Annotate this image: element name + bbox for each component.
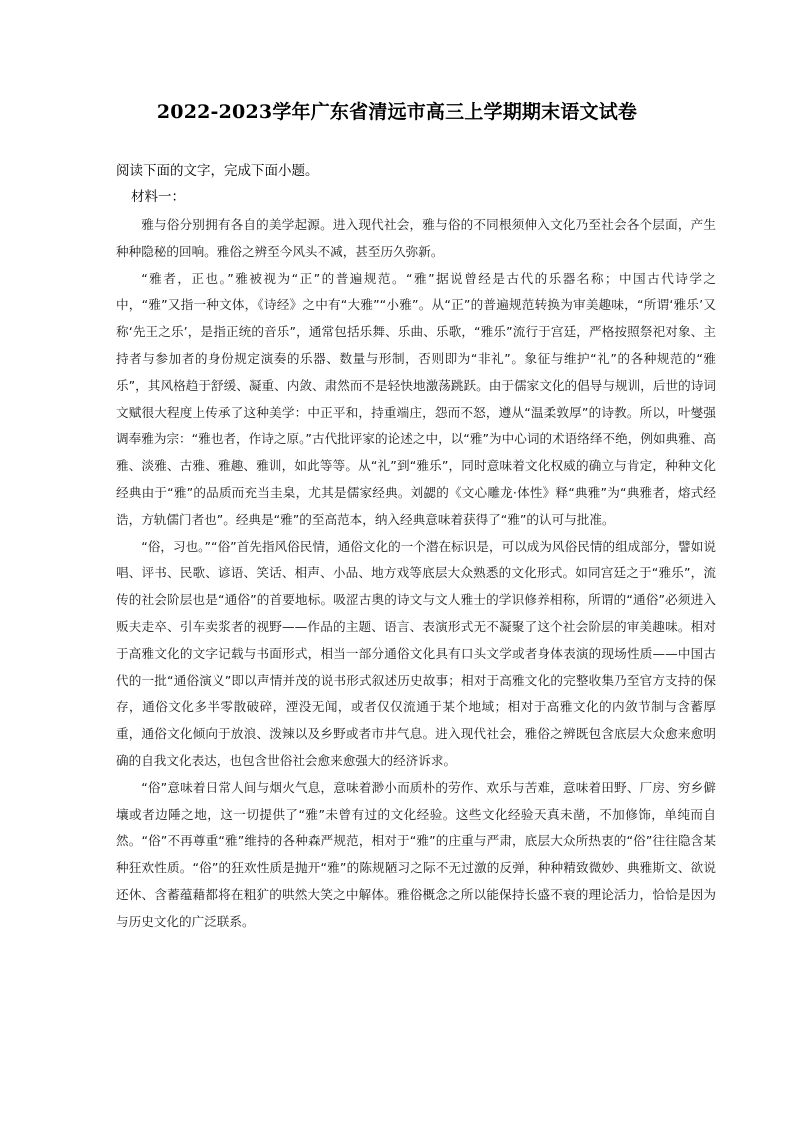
document-title: 2022-2023学年广东省清远市高三上学期期末语文试卷 <box>156 101 638 123</box>
material-label: 材料一： <box>131 189 185 205</box>
article-body <box>116 212 716 936</box>
reading-instruction: 阅读下面的文字，完成下面小题。 <box>116 163 319 179</box>
paragraph-3: “俗，习也。”“俗”首先指风俗民情，通俗文化的一个潜在标识是，可以成为风俗民情的组成部分，譬如说唱、评书、民歌、谚语、笑话、相声、小品、地方戏等底层大众熟悉的文化形式。如同宫廷之于“雅乐”，流传的社会阶层也是“通俗”的首要地标。吸涩古奥的诗文与文人雅士的学识修养相称，所谓的“通俗”必须进入贩夫走卒、引车卖浆者的视野——作品的主题、语言、表演形式无不凝聚了这个社会阶层的审美趣味。相对于高雅文化的文字记载与书面形式，相当一部分通俗文化具有口头文学或者身体表演的现场性质——中国古代的一批“通俗演义”即以声情并茂的说书形式叙述历史故事；相对于高雅文化的完整收集乃至官方支持的保存，通俗文化多半零散破碎，湮没无闻，或者仅仅流通于某个地域；相对于高雅文化的内敛节制与含蓄厚重，通俗文化倾向于放浪、泼辣以及乡野或者市井气息。进入现代社会，雅俗之辨既包含底层大众愈来愈明确的自我文化表达，也包含世俗社会愈来愈强大的经济诉求。 <box>116 538 716 768</box>
paragraph-2: “雅者，正也。”雅被视为“正”的普遍规范。“雅”据说曾经是古代的乐器名称；中国古代诗学之中，“雅”又指一种文体，《诗经》之中有“大雅”“小雅”。从“正”的普遍规范转换为审美趣味，“所谓‘雅乐’又称‘先王之乐’，是指正统的音乐”，通常包括乐舞、乐曲、乐歌，“雅乐”流行于宫廷，严格按照祭祀对象、主持者与参加者的身份规定演奏的乐器、数量与形制，否则即为“非礼”。象征与维护“礼”的各种规范的“雅乐”，其风格趋于舒缓、凝重、内敛、肃然而不是轻快地激荡跳跃。由于儒家文化的倡导与规训，后世的诗词文赋很大程度上传承了这种美学：中正平和，持重端庄，怨而不怒，遵从“温柔敦厚”的诗教。所以，叶燮强调奉雅为宗：“雅也者，作诗之原。”古代批评家的论述之中，以“雅”为中心词的术语络绎不绝，例如典雅、高雅、淡雅、古雅、雅趣、雅训，如此等等。从“礼”到“雅乐”，同时意味着文化权威的确立与肯定，种种文化经典由于“雅”的品质而充当圭臬，尤其是儒家经典。刘勰的《文心雕龙·体性》释“典雅”为“典雅者，熔式经诰，方轨儒门者也”。经典是“雅”的至高范本，纳入经典意味着获得了“雅”的认可与批准。 <box>116 270 716 527</box>
paragraph-1: 雅与俗分别拥有各自的美学起源。进入现代社会，雅与俗的不同根须伸入文化乃至社会各个层面，产生种种隐秘的回响。雅俗之辨至今风头不减，甚至历久弥新。 <box>116 217 716 259</box>
paragraph-4: “俗”意味着日常人间与烟火气息，意味着渺小而质朴的劳作、欢乐与苦难，意味着田野、厂房、穷乡僻壤或者边陲之地，这一切提供了“雅”未曾有过的文化经验。这些文化经验天真未凿，不加修饰，单纯而自然。“俗”不再尊重“雅”维持的各种森严规范，相对于“雅”的庄重与严肃，底层大众所热衷的“俗”往往隐含某种狂欢性质。“俗”的狂欢性质是抛开“雅”的陈规陋习之际不无过激的反弹，种种精致微妙、典雅斯文、欲说还休、含蓄蕴藉都将在粗犷的哄然大笑之中解体。雅俗概念之所以能保持长盛不衰的理论活力，恰恰是因为与历史文化的广泛联系。 <box>116 779 716 929</box>
